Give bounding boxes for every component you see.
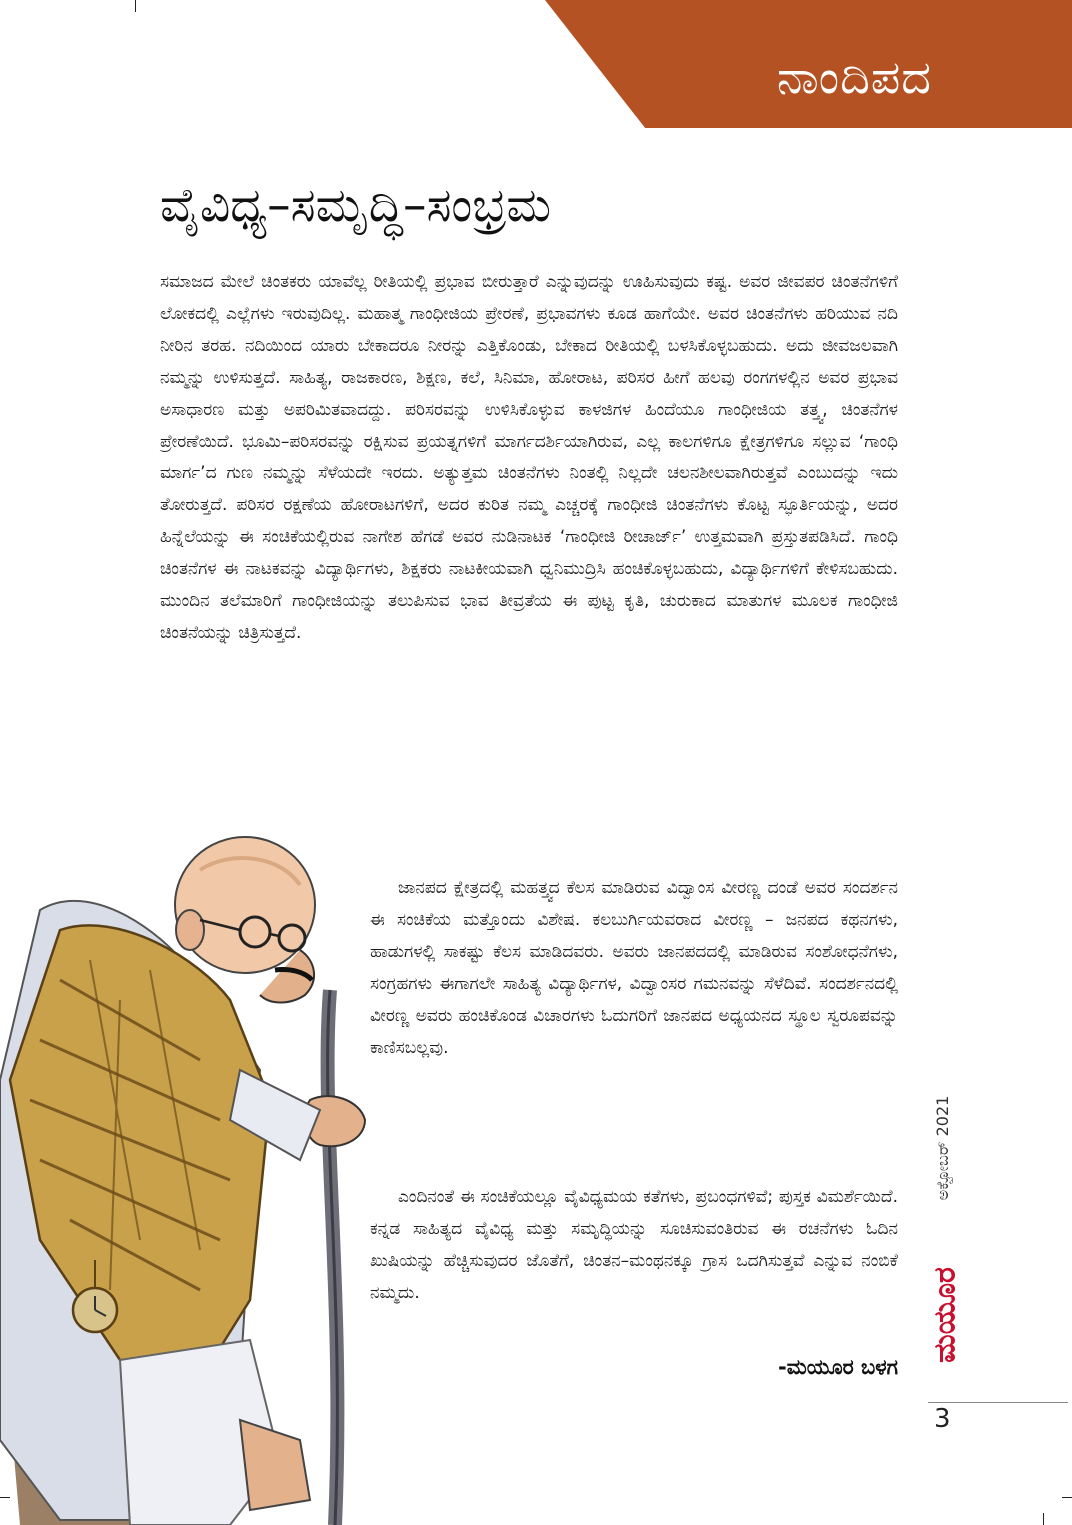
article-paragraph-2: ಜಾನಪದ ಕ್ಷೇತ್ರದಲ್ಲಿ ಮಹತ್ತ್ವದ ಕೆಲಸ ಮಾಡಿರುವ ವಿದ್ವಾಂಸ ವೀರಣ್ಣ ದಂಡೆ ಅವರ ಸಂದರ್ಶನ ಈ ಸಂಚಿಕೆಯ ಮತ್ತೊಂದು ವಿಶೇಷ. ಕಲಬುರ್ಗಿಯವರಾದ ವೀರಣ್ಣ – ಜನಪದ ಕಥನಗಳು, ಹಾಡುಗಳಲ್ಲಿ ಸಾಕಷ್ಟು ಕೆಲಸ ಮಾಡಿದವರು. ಅವರು ಜಾನಪದದಲ್ಲಿ ಮಾಡಿರುವ ಸಂಶೋಧನೆಗಳು, ಸಂಗ್ರಹಗಳು ಈಗಾಗಲೇ ಸಾಹಿತ್ಯ ವಿದ್ಯಾರ್ಥಿಗಳ, ವಿದ್ವಾಂಸರ ಗಮನವನ್ನು ಸೆಳೆದಿವೆ. ಸಂದರ್ಶನದಲ್ಲಿ ವೀರಣ್ಣ ಅವರು ಹಂಚಿಕೊಂಡ ವಿಚಾರಗಳು ಓದುಗರಿಗೆ ಜಾನಪದ ಅಧ್ಯಯನದ ಸ್ಥೂಲ ಸ್ವರೂಪವನ್ನು ಕಾಣಿಸಬಲ್ಲವು. — [370, 878, 898, 1058]
gandhi-illustration — [0, 820, 400, 1525]
article-signature: -ಮಯೂರ ಬಳಗ — [778, 1355, 898, 1379]
article-paragraph-3: ಎಂದಿನಂತೆ ಈ ಸಂಚಿಕೆಯಲ್ಲೂ ವೈವಿಧ್ಯಮಯ ಕತೆಗಳು, ಪ್ರಬಂಧಗಳಿವೆ; ಪುಸ್ತಕ ವಿಮರ್ಶೆಯಿದೆ. ಕನ್ನಡ ಸಾಹಿತ್ಯದ ವೈವಿಧ್ಯ ಮತ್ತು ಸಮೃದ್ಧಿಯನ್ನು ಸೂಚಿಸುವಂತಿರುವ ಈ ರಚನೆಗಳು ಓದಿನ ಖುಷಿಯನ್ನು ಹೆಚ್ಚಿಸುವುದರ ಜೊತೆಗೆ, ಚಿಂತನ–ಮಂಥನಕ್ಕೂ ಗ್ರಾಸ ಒದಗಿಸುತ್ತವೆ ಎನ್ನುವ ನಂಬಿಕೆ ನಮ್ಮದು. — [370, 1187, 898, 1303]
article-title: ವೈವಿಧ್ಯ–ಸಮೃದ್ಧಿ–ಸಂಭ್ರಮ — [160, 178, 552, 233]
magazine-logo — [928, 1240, 962, 1390]
issue-date-text: ಅಕ್ಟೋಬರ್ 2021 — [933, 1095, 952, 1200]
crop-mark-bottom-right-v — [1043, 1513, 1044, 1525]
article-paragraph-1: ಸಮಾಜದ ಮೇಲೆ ಚಿಂತಕರು ಯಾವೆಲ್ಲ ರೀತಿಯಲ್ಲಿ ಪ್ರಭಾವ ಬೀರುತ್ತಾರೆ ಎನ್ನುವುದನ್ನು ಊಹಿಸುವುದು ಕಷ್ಟ. ಅವರ ಜೀವಪರ ಚಿಂತನೆಗಳಿಗೆ ಲೋಕದಲ್ಲಿ ಎಲ್ಲೆಗಳು ಇರುವುದಿಲ್ಲ. ಮಹಾತ್ಮ ಗಾಂಧೀಜಿಯ ಪ್ರೇರಣೆ, ಪ್ರಭಾವಗಳು ಕೂಡ ಹಾಗೆಯೇ. ಅವರ ಚಿಂತನೆಗಳು ಹರಿಯುವ ನದಿ ನೀರಿನ ತರಹ. ನದಿಯಿಂದ ಯಾರು ಬೇಕಾದರೂ ನೀರನ್ನು ಎತ್ತಿಕೊಂಡು, ಬೇಕಾದ ರೀತಿಯಲ್ಲಿ ಬಳಸಿಕೊಳ್ಳಬಹುದು. ಅದು ಜೀವಜಲವಾಗಿ ನಮ್ಮನ್ನು ಉಳಿಸುತ್ತದೆ. ಸಾಹಿತ್ಯ, ರಾಜಕಾರಣ, ಶಿಕ್ಷಣ, ಕಲೆ, ಸಿನಿಮಾ, ಹೋರಾಟ, ಪರಿಸರ ಹೀಗೆ ಹಲವು ರಂಗಗಳಲ್ಲಿನ ಅವರ ಪ್ರಭಾವ ಅಸಾಧಾರಣ ಮತ್ತು ಅಪರಿಮಿತವಾದದ್ದು. ಪರಿಸರವನ್ನು ಉಳಿಸಿಕೊಳ್ಳುವ ಕಾಳಜಿಗಳ ಹಿಂದೆಯೂ ಗಾಂಧೀಜಿಯ ತತ್ತ್ವ, ಚಿಂತನೆಗಳ ಪ್ರೇರಣೆಯಿದೆ. ಭೂಮಿ–ಪರಿಸರವನ್ನು ರಕ್ಷಿಸುವ ಪ್ರಯತ್ನಗಳಿಗೆ ಮಾರ್ಗದರ್ಶಿಯಾಗಿರುವ, ಎಲ್ಲ ಕಾಲಗಳಿಗೂ ಕ್ಷೇತ್ರಗಳಿಗೂ ಸಲ್ಲುವ ‘ಗಾಂಧಿ ಮಾರ್ಗ’ದ ಗುಣ ನಮ್ಮನ್ನು ಸೆಳೆಯದೇ ಇರದು. ಅತ್ಯುತ್ತಮ ಚಿಂತನೆಗಳು ನಿಂತಲ್ಲಿ ನಿಲ್ಲದೇ ಚಲನಶೀಲವಾಗಿರುತ್ತವೆ ಎಂಬುದನ್ನು ಇದು ತೋರುತ್ತದೆ. ಪರಿಸರ ರಕ್ಷಣೆಯ ಹೋರಾಟಗಳಿಗೆ, ಅದರ ಕುರಿತ ನಮ್ಮ ಎಚ್ಚರಕ್ಕೆ ಗಾಂಧೀಜಿ ಚಿಂತನೆಗಳು ಕೊಟ್ಟ ಸ್ಫೂರ್ತಿಯನ್ನು, ಅದರ ಹಿನ್ನೆಲೆಯನ್ನು ಈ ಸಂಚಿಕೆಯಲ್ಲಿರುವ ನಾಗೇಶ ಹೆಗಡೆ ಅವರ ನುಡಿನಾಟಕ ‘ಗಾಂಧೀಜಿ ರೀಚಾರ್ಜ್’ ಉತ್ತಮವಾಗಿ ಪ್ರಸ್ತುತಪಡಿಸಿದೆ. ಗಾಂಧಿ ಚಿಂತನೆಗಳ ಈ ನಾಟಕವನ್ನು ವಿದ್ಯಾರ್ಥಿಗಳು, ಶಿಕ್ಷಕರು ನಾಟಕೀಯವಾಗಿ ಧ್ವನಿಮುದ್ರಿಸಿ ಹಂಚಿಕೊಳ್ಳಬಹುದು, ವಿದ್ಯಾರ್ಥಿಗಳಿಗೆ ಕೇಳಿಸಬಹುದು. ಮುಂದಿನ ತಲೆಮಾರಿಗೆ ಗಾಂಧೀಜಿಯನ್ನು ತಲುಪಿಸುವ ಭಾವ ತೀವ್ರತೆಯ ಈ ಪುಟ್ಟ ಕೃತಿ, ಚುರುಕಾದ ಮಾತುಗಳ ಮೂಲಕ ಗಾಂಧೀಜಿ ಚಿಂತನೆಯನ್ನು ಚಿತ್ರಿಸುತ್ತದೆ. — [160, 272, 898, 643]
section-label: ನಾಂದಿಪದ — [776, 50, 932, 104]
page-rule — [928, 1402, 1068, 1403]
crop-mark-top-left — [135, 0, 136, 12]
issue-date — [930, 1080, 956, 1215]
magazine-logo-text: ಮಯೂರ — [927, 1267, 963, 1363]
page-number: 3 — [934, 1404, 951, 1434]
crop-mark-bottom-right — [1062, 1497, 1072, 1498]
